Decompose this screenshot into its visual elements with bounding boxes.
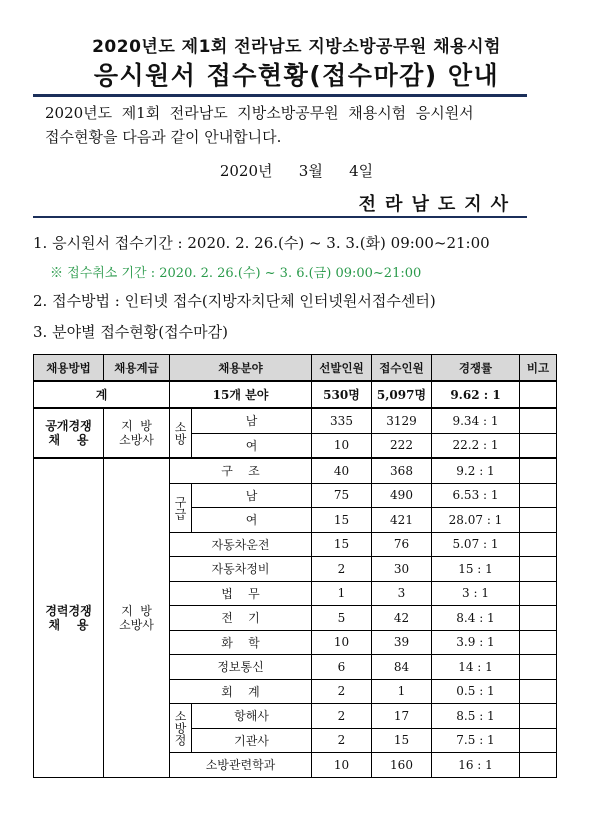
method-career [34,458,104,777]
item-application-period: 1. 응시원서 접수기간 : 2020. 2. 26.(수) ~ 3. 3.(화) 09:00~21:00 [33,234,490,252]
ratio: 22.2 : 1 [432,433,520,458]
applied: 15 [372,728,432,753]
applied: 39 [372,630,432,655]
field: 자동차정비 [170,557,312,582]
applied: 421 [372,508,432,533]
quota: 5 [312,606,372,631]
header-applied: 접수인원 [372,355,432,382]
remarks [520,753,557,778]
method-career-l2: 채 용 [48,617,89,632]
quota: 15 [312,508,372,533]
header-method: 채용방법 [34,355,104,382]
applied: 490 [372,483,432,508]
intro-line-2: 접수현황을 다음과 같이 안내합니다. [45,128,282,146]
notice-date: 2020년 3월 4일 [219,162,374,180]
table-row-total [34,381,557,408]
item-status-heading: 3. 분야별 접수현황(접수마감) [33,323,228,341]
field: 기관사 [192,728,312,753]
ratio: 14 : 1 [432,655,520,680]
header-rank: 채용계급 [104,355,170,382]
field: 여 [192,433,312,458]
field: 법 무 [170,581,312,606]
applied: 368 [372,458,432,483]
remarks [520,581,557,606]
method-career-l1: 경력경쟁 [45,603,92,618]
field: 회 계 [170,679,312,704]
header-ratio: 경쟁률 [432,355,520,382]
sub-gugeup-label: 구급 [173,495,187,520]
remarks [520,655,557,680]
quota: 2 [312,728,372,753]
remarks [520,508,557,533]
field: 남 [192,408,312,433]
remarks [520,606,557,631]
rank-career-l2: 소방사 [119,617,154,632]
bottom-divider [33,216,527,218]
quota: 75 [312,483,372,508]
rank-career-l1: 지 방 [121,603,152,618]
applied: 76 [372,532,432,557]
title-line-2: 응시원서 접수현황(접수마감) 안내 [93,61,500,90]
applied: 42 [372,606,432,631]
note-cancel-period: ※ 접수취소 기간 : 2020. 2. 26.(수) ~ 3. 6.(금) 09:00~21:00 [50,266,422,281]
issuing-org: 전라남도지사 [358,194,517,215]
table-header-row [34,355,557,382]
field: 화 학 [170,630,312,655]
remarks [520,704,557,729]
total-ratio: 9.62 : 1 [432,381,520,408]
quota: 15 [312,532,372,557]
applied: 3 [372,581,432,606]
quota: 1 [312,581,372,606]
quota: 40 [312,458,372,483]
ratio: 16 : 1 [432,753,520,778]
sub-sobangjeong-label: 소방정 [173,710,187,746]
applied: 1 [372,679,432,704]
header-remarks: 비고 [520,355,557,382]
field: 전 기 [170,606,312,631]
quota: 10 [312,433,372,458]
method-open [34,408,104,458]
ratio: 28.07 : 1 [432,508,520,533]
total-quota: 530명 [312,381,372,408]
quota: 10 [312,753,372,778]
field: 항해사 [192,704,312,729]
intro-text [45,101,525,149]
rank-open-l1: 지 방 [121,419,152,433]
status-table [33,354,557,778]
remarks [520,630,557,655]
field: 정보통신 [170,655,312,680]
ratio: 3 : 1 [432,581,520,606]
sub-sobang-label: 소방 [173,421,187,445]
item-application-method: 2. 접수방법 : 인터넷 접수(지방자치단체 인터넷원서접수센터) [33,292,436,310]
method-open-l2: 채 용 [48,433,89,447]
header-quota: 선발인원 [312,355,372,382]
field: 구 조 [170,458,312,483]
remarks [520,557,557,582]
ratio: 6.53 : 1 [432,483,520,508]
applied: 84 [372,655,432,680]
remarks [520,728,557,753]
table-row [34,458,557,483]
sub-sobangjeong [170,704,192,753]
total-label: 계 [34,381,170,408]
field: 자동차운전 [170,532,312,557]
top-divider [33,94,527,97]
remarks [520,433,557,458]
remarks [520,458,557,483]
title-line-1: 2020년도 제1회 전라남도 지방소방공무원 채용시험 [92,37,501,57]
quota: 2 [312,679,372,704]
intro-line-1: 2020년도 제1회 전라남도 지방소방공무원 채용시험 응시원서 [45,104,474,122]
header-field: 채용분야 [170,355,312,382]
table-row [34,408,557,433]
applied: 222 [372,433,432,458]
remarks [520,408,557,433]
ratio: 9.2 : 1 [432,458,520,483]
ratio: 15 : 1 [432,557,520,582]
quota: 335 [312,408,372,433]
ratio: 5.07 : 1 [432,532,520,557]
field: 소방관련학과 [170,753,312,778]
rank-open-l2: 소방사 [119,433,154,447]
total-field: 15개 분야 [170,381,312,408]
ratio: 7.5 : 1 [432,728,520,753]
ratio: 0.5 : 1 [432,679,520,704]
quota: 10 [312,630,372,655]
applied: 160 [372,753,432,778]
rank-career [104,458,170,777]
ratio: 8.5 : 1 [432,704,520,729]
quota: 6 [312,655,372,680]
applied: 17 [372,704,432,729]
remarks [520,483,557,508]
quota: 2 [312,704,372,729]
ratio: 3.9 : 1 [432,630,520,655]
quota: 2 [312,557,372,582]
applied: 3129 [372,408,432,433]
field: 여 [192,508,312,533]
sub-sobang [170,408,192,458]
remarks [520,679,557,704]
total-remarks [520,381,557,408]
ratio: 8.4 : 1 [432,606,520,631]
rank-open [104,408,170,458]
ratio: 9.34 : 1 [432,408,520,433]
applied: 30 [372,557,432,582]
method-open-l1: 공개경쟁 [45,419,92,433]
field: 남 [192,483,312,508]
total-applied: 5,097명 [372,381,432,408]
remarks [520,532,557,557]
sub-gugeup [170,483,192,532]
